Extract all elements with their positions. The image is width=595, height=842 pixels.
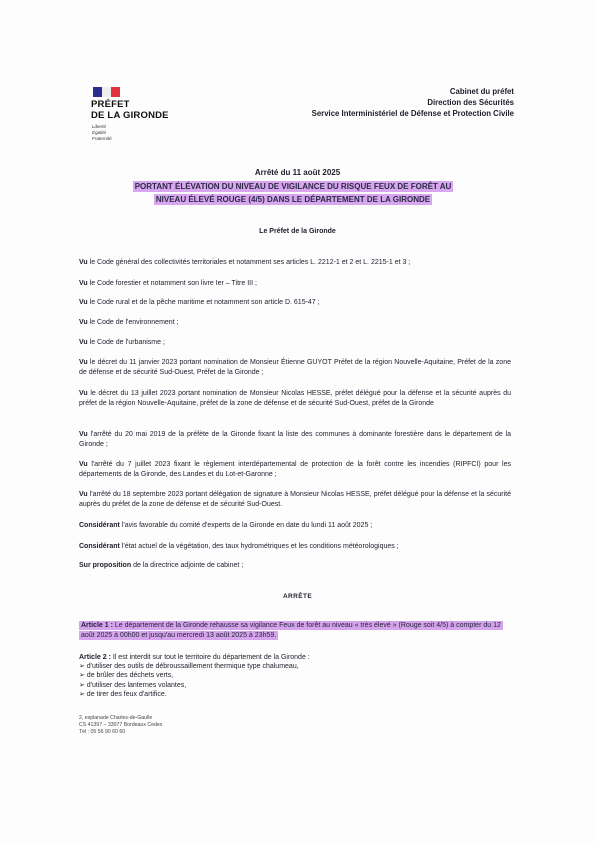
article-1-text: Le département de la Gironde rehausse sa vigilance Feux de forêt au niveau « très élevé » (Rouge soit 4/5) à compter du 12 août 2025 à 00h00 et jusqu'au mercredi 13 août 2025 à 23h59. <box>81 622 501 639</box>
article-2-label: Article 2 : <box>79 654 111 661</box>
visa-text: le Code de l'environnement ; <box>89 319 179 326</box>
arrete-heading: ARRÊTE <box>282 593 313 600</box>
article-2-intro: Il est interdit sur tout le territoire du département de la Gironde : <box>112 654 310 661</box>
visa-lead: Vu <box>79 491 88 498</box>
visa-lead: Vu <box>79 461 88 468</box>
issuing-service-block <box>312 86 514 119</box>
address-phone: Tél : 05 56 90 60 60 <box>79 729 126 735</box>
motto-egalite: Égalité <box>92 130 107 135</box>
proposition-paragraph <box>79 561 511 571</box>
visa-paragraph <box>79 298 511 308</box>
visa-text: le Code rural et de la pêche maritime et notamment son article D. 615-47 ; <box>89 299 320 306</box>
prohibition-item: ➢ de tirer des feux d'artifice. <box>79 690 167 698</box>
visa-text: le Code forestier et notamment son livre Ier – Titre III ; <box>89 280 257 287</box>
considerant-paragraph <box>79 521 511 531</box>
prohibition-item: ➢ d'utiliser des outils de débroussaillement thermique type chalumeau, <box>79 663 299 671</box>
address-street: 2, esplanade Charles-de-Gaulle <box>79 715 153 721</box>
visa-paragraph <box>79 279 511 289</box>
subject-line-1: PORTANT ÉLÉVATION DU NIVEAU DE VIGILANCE DU RISQUE FEUX DE FORÊT AU <box>134 182 452 191</box>
prohibition-item: ➢ de brûler des déchets verts, <box>79 672 174 680</box>
direction-label: Direction des Sécurités <box>427 98 514 107</box>
visa-paragraph <box>79 338 511 348</box>
considerant-text: l'avis favorable du comité d'experts de la Gironde en date du lundi 11 août 2025 ; <box>121 522 373 529</box>
motto-fraternite: Fraternité <box>92 136 112 141</box>
visa-paragraph <box>79 430 511 449</box>
address-city: CS 41397 – 33077 Bordeaux Cedex <box>79 722 163 728</box>
motto-liberte: Liberté <box>92 124 107 129</box>
considerant-text: l'état actuel de la végétation, des taux hydrométriques et les conditions météorologiques ; <box>121 543 399 550</box>
visa-lead: Vu <box>79 359 88 366</box>
visa-lead: Vu <box>79 319 88 326</box>
subject-line-2: NIVEAU ÉLEVÉ ROUGE (4/5) DANS LE DÉPARTEMENT DE LA GIRONDE <box>155 195 431 204</box>
arrete-subject <box>94 180 492 206</box>
article-2 <box>79 653 509 699</box>
prefet-line-2: DE LA GIRONDE <box>91 110 169 121</box>
prefecture-address <box>79 715 162 736</box>
visa-paragraph <box>79 490 511 509</box>
prefecture-logo-text <box>91 99 191 121</box>
visa-text: le Code de l'urbanisme ; <box>89 339 165 346</box>
proposition-text: de la directrice adjointe de cabinet ; <box>133 562 244 569</box>
visa-paragraph <box>79 460 511 479</box>
arrete-date-title: Arrêté du 11 août 2025 <box>254 168 341 177</box>
visa-text: l'arrêté du 18 septembre 2023 portant délégation de signature à Monsieur Nicolas HESSE, préfet délégué pour la défense et la sécurité auprès du préfet de la zone de défense et de sécurité Sud-Ouest. <box>79 491 511 508</box>
republic-motto <box>92 124 112 142</box>
visa-lead: Vu <box>79 280 88 287</box>
visa-text: l'arrêté du 7 juillet 2023 fixant le règlement interdépartemental de protection de la forêt contre les incendies (RIPFCI) pour les départements de la Gironde, des Landes et du Lot-et-Garonne ; <box>79 461 511 478</box>
considerant-paragraph <box>79 542 511 552</box>
visa-paragraph <box>79 318 511 328</box>
service-label: Service Interministériel de Défense et Protection Civile <box>311 109 514 118</box>
marianne-flag-logo <box>93 87 120 97</box>
visa-lead: Vu <box>79 390 88 397</box>
article-1 <box>79 621 512 641</box>
considerant-lead: Considérant <box>79 522 120 529</box>
visa-text: le décret du 11 janvier 2023 portant nomination de Monsieur Étienne GUYOT Préfet de la région Nouvelle-Aquitaine, Préfet de la zone de défense et de sécurité Sud-Ouest, Préfet de la Gironde ; <box>79 359 511 376</box>
article-1-label: Article 1 : <box>81 622 113 629</box>
visa-text: le Code général des collectivités territoriales et notamment ses articles L. 2212-1 et 2 et L. 2215-1 et 3 ; <box>89 259 411 266</box>
visa-lead: Vu <box>79 431 88 438</box>
visa-paragraph <box>79 358 511 377</box>
visa-lead: Vu <box>79 339 88 346</box>
visa-text: le décret du 13 juillet 2023 portant nomination de Monsieur Nicolas HESSE, préfet délégué pour la défense et la sécurité auprès du préfet de la région Nouvelle-Aquitaine, préfet de la zone de défense et de sécurité Sud-Ouest, préfet de la Gironde <box>79 390 512 407</box>
visa-paragraph <box>79 258 511 268</box>
visa-text: l'arrêté du 20 mai 2019 de la préfète de la Gironde fixant la liste des communes à dominante forestière dans le département de la Gironde ; <box>79 431 511 448</box>
cabinet-label: Cabinet du préfet <box>449 87 514 96</box>
visa-lead: Vu <box>79 259 88 266</box>
prohibition-item: ➢ d'utiliser des lanternes volantes, <box>79 681 187 689</box>
considerant-lead: Considérant <box>79 543 120 550</box>
visa-lead: Vu <box>79 299 88 306</box>
proposition-lead: Sur proposition <box>79 562 132 569</box>
authority-heading: Le Préfet de la Gironde <box>259 228 336 235</box>
visa-paragraph <box>79 389 511 408</box>
prefet-line-1: PRÉFET <box>91 99 130 110</box>
